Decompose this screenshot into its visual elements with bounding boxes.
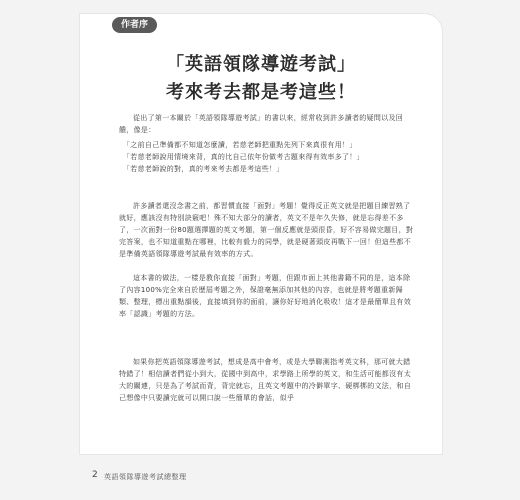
section-label: 作者序 <box>112 17 157 33</box>
paragraph-4: 如果你把英語領隊導遊考試，想成是高中會考，或是大學聯測指考英文科，那可就大錯特錯了！相信讀者們從小到大，從國中到高中，求學路上所學的英文，和生活可能都沒有太大的關連，只是為了考試而背，背完就忘，且英文考題中的冷僻單字、硬梆梆的文法，和自己想像中只要讀完就可以開口說一些簡單的會話，似乎 <box>119 358 411 402</box>
paragraph-2: 許多讀者還沒念書之前，都習慣直接「面對」考題！覺得反正英文就是把題目練習熟了就好，應該沒有特別訣竅吧！殊不知大部分的讀者，英文不是年久失修，就是忘得差不多了，一次面對一份80題選擇題的英文考題，第一個反應就是頭很昏，好不容易做完題目，對完答案，也不知道重點在哪裡，比較有毅力的同學，就是硬著頭皮再戰下一回！但這些都不是準備英語領隊導遊考試最有效率的方式。 <box>119 202 414 258</box>
paragraph-3: 這本書的做法，一樣是教你直接「面對」考題，但跟市面上其他書籍不同的是，這本除了內容100%完全來自於歷屆考題之外，保證毫無添加其他的內容，也就是將考題重新歸類、整理，標出重點韻後，直接填到你的面前，讓你好好地消化吸收！這才是最簡單且有效率「認識」考題的方法。 <box>119 274 411 318</box>
paragraph-1: 從出了第一本關於「英語領隊導遊考試」的書以來，經常收到許多讀者的疑問以及回饋，像是： <box>119 114 404 134</box>
quote-3: 「若慈老師說的對，真的考來考去都是考這些！」 <box>123 165 284 173</box>
running-footer: 英語領隊導遊考試總整理 <box>104 473 187 481</box>
quote-2: 「若慈老師說用情境來背，真的比自己依年份做考古題來得有效率多了！」 <box>123 153 364 161</box>
quote-1: 「之前自己準備都不知道怎麼讀，若慈老師把重點先列下來真很有用！」 <box>123 141 357 149</box>
page-title-line-2: 考來考去都是考這些！ <box>166 82 356 103</box>
page-title-line-1: 「英語領隊導遊考試」 <box>166 54 356 75</box>
page-number: 2 <box>92 470 98 480</box>
